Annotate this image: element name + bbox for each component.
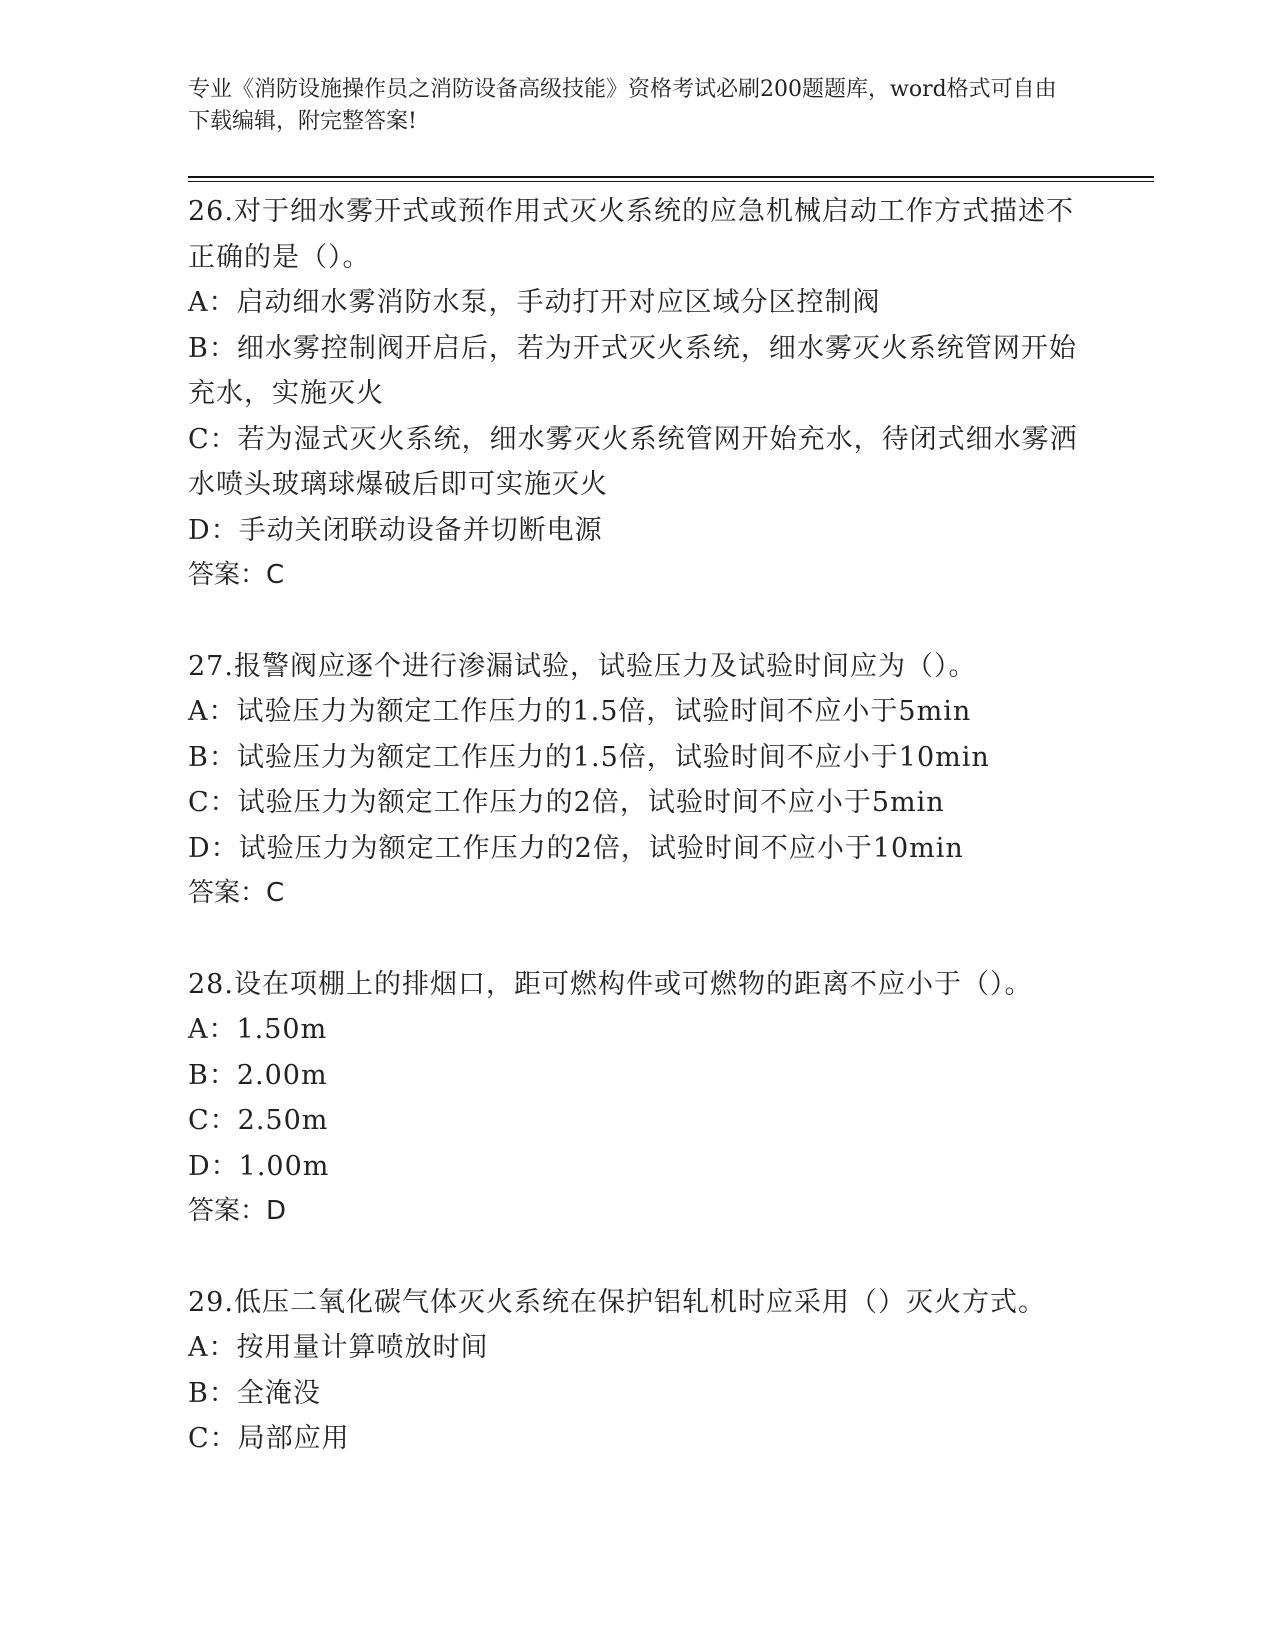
option-a: A：启动细水雾消防水泵，手动打开对应区域分区控制阀 (188, 287, 881, 318)
question-title: 28.设在项棚上的排烟口，距可燃构件或可燃物的距离不应小于（）。 (188, 968, 1033, 1000)
question-list (188, 189, 1088, 1462)
option-b: B：2.00m (188, 1059, 328, 1091)
option-d: D：1.00m (188, 1150, 330, 1182)
option-b: B：试验压力为额定工作压力的1.5倍，试验时间不应小于10min (188, 741, 990, 773)
answer-line: 答案：C (188, 560, 285, 590)
question-title: 29.低压二氧化碳气体灭火系统在保护铝轧机时应采用（）灭火方式。 (188, 1286, 1046, 1318)
question-item (188, 644, 1088, 917)
option-d: D：试验压力为额定工作压力的2倍，试验时间不应小于10min (188, 832, 964, 864)
answer-line: 答案：C (188, 878, 285, 908)
option-c: C：试验压力为额定工作压力的2倍，试验时间不应小于5min (188, 787, 945, 818)
document-header: 专业《消防设施操作员之消防设备高级技能》资格考试必刷200题题库，word格式可自由下载编辑，附完整答案! (188, 77, 1057, 134)
option-a: A：试验压力为额定工作压力的1.5倍，试验时间不应小于5min (188, 696, 972, 727)
question-item (188, 1280, 1088, 1462)
option-d: D：手动关闭联动设备并切断电源 (188, 514, 603, 546)
question-item (188, 962, 1088, 1235)
question-title: 26.对于细水雾开式或预作用式灭火系统的应急机械启动工作方式描述不正确的是（）。 (188, 196, 1074, 273)
option-a: A：按用量计算喷放时间 (188, 1332, 489, 1363)
option-c: C：若为湿式灭火系统，细水雾灭火系统管网开始充水，待闭式细水雾洒水喷头玻璃球爆破后即可实施灭火 (188, 423, 1078, 500)
option-b: B：全淹没 (188, 1377, 321, 1409)
option-c: C：局部应用 (188, 1423, 350, 1454)
question-item (188, 189, 1088, 599)
option-a: A：1.50m (188, 1014, 328, 1045)
header-divider-thin (188, 181, 1154, 182)
answer-line: 答案：D (188, 1196, 287, 1226)
header-divider-thick (188, 176, 1154, 178)
option-b: B：细水雾控制阀开启后，若为开式灭火系统，细水雾灭火系统管网开始充水，实施灭火 (188, 332, 1077, 409)
option-c: C：2.50m (188, 1105, 329, 1136)
question-title: 27.报警阀应逐个进行渗漏试验，试验压力及试验时间应为（）。 (188, 650, 977, 682)
